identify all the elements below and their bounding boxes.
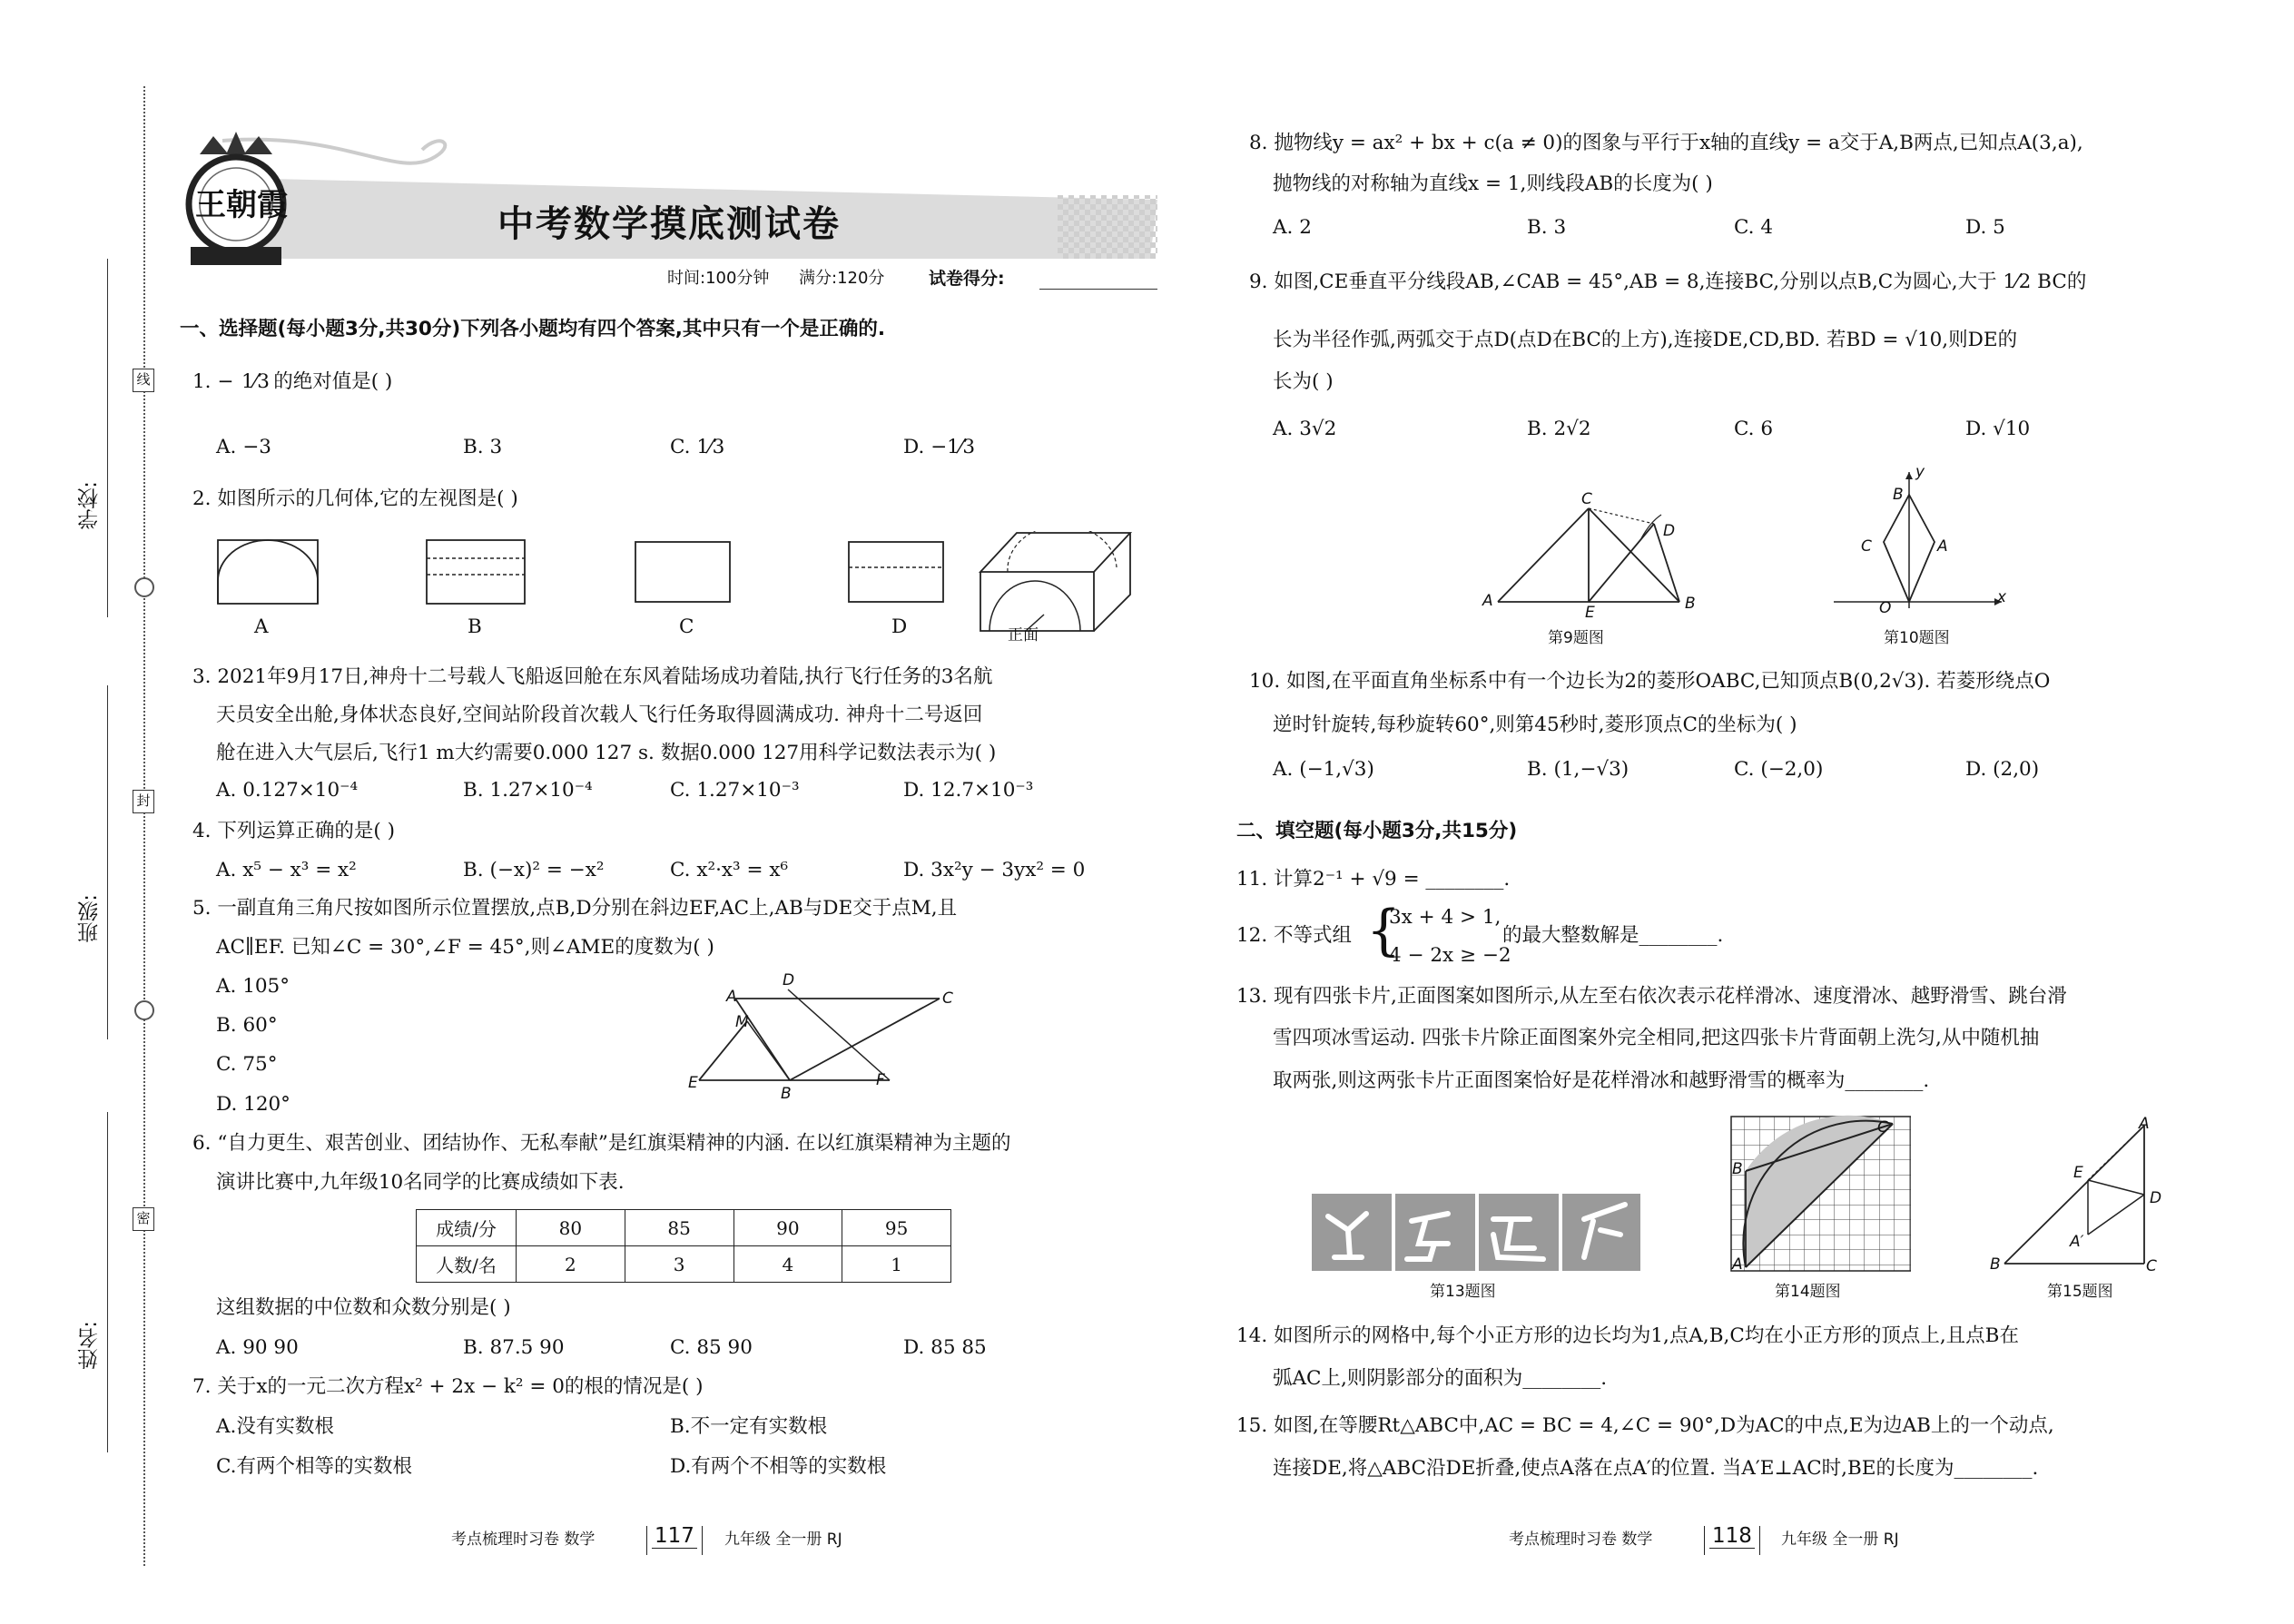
fig9-point-d: D [1663, 522, 1676, 540]
fig10-caption: 第10题图 [1884, 629, 1950, 647]
q2-front-label: 正面 [1008, 626, 1039, 645]
q12-inequality-2: 4 − 2x ≥ −2 [1389, 944, 1511, 967]
question-7: 7. 关于x的一元二次方程x² + 2x − k² = 0的根的情况是( ) [192, 1375, 704, 1398]
fig14-point-a: A [1732, 1255, 1743, 1274]
q4-option-d: D. 3x²y − 3yx² = 0 [903, 859, 1086, 881]
table-cell: 85 [625, 1210, 733, 1246]
q4-option-a: A. x⁵ − x³ = x² [216, 859, 357, 881]
q5-point-e: E [688, 1074, 698, 1092]
q9-option-c: C. 6 [1734, 418, 1774, 440]
q1-option-a: A. −3 [216, 436, 271, 458]
question-14-line-1: 14. 如图所示的网格中,每个小正方形的边长均为1,点A,B,C均在小正方形的顶点上,且点B在 [1236, 1324, 2019, 1347]
fig9-caption: 第9题图 [1548, 629, 1604, 647]
q6-option-b: B. 87.5 90 [463, 1336, 565, 1359]
question-3-line-1: 3. 2021年9月17日,神舟十二号载人飞船返回舱在东风着陆场成功着陆,执行飞行任务的3名航 [192, 665, 993, 688]
q7-option-d: D.有两个不相等的实数根 [670, 1455, 887, 1478]
footer-right-b: 九年级 全一册 RJ [1781, 1530, 1899, 1549]
fig15-point-d: D [2150, 1189, 2162, 1207]
fig10-point-b: B [1893, 486, 1904, 504]
q2-label-b: B [468, 615, 482, 638]
question-11: 11. 计算2⁻¹ + √9 = ________. [1236, 868, 1511, 891]
fig14-point-b: B [1732, 1160, 1743, 1178]
q3-option-b: B. 1.27×10⁻⁴ [463, 779, 593, 802]
fig15-point-a: A [2139, 1115, 2150, 1133]
cut-mark-icon [134, 1000, 154, 1020]
q2-label-d: D [891, 615, 908, 638]
q10-option-c: C. (−2,0) [1734, 758, 1824, 781]
meta-score-label: 试卷得分: [929, 269, 1005, 289]
binding-line [143, 86, 145, 1566]
q7-option-a: A.没有实数根 [216, 1415, 334, 1438]
q5-point-a: A [726, 988, 737, 1006]
q4-option-c: C. x²·x³ = x⁶ [670, 859, 789, 881]
q1-option-d: D. −1⁄3 [903, 436, 976, 458]
table-cell: 90 [733, 1210, 842, 1246]
name-divider [107, 685, 108, 1039]
question-6-line-1: 6. “自力更生、艰苦创业、团结协作、无私奉献”是红旗渠精神的内涵. 在以红旗渠精神为主题的 [192, 1132, 1011, 1155]
question-13-line-1: 13. 现有四张卡片,正面图案如图所示,从左至右依次表示花样滑冰、速度滑冰、越野滑雪、跳台滑 [1236, 985, 2067, 1008]
question-1: 1. − 1⁄3 的绝对值是( ) [192, 370, 393, 393]
fig10-origin-o: O [1879, 599, 1892, 617]
q10-option-d: D. (2,0) [1965, 758, 2040, 781]
question-5-line-1: 5. 一副直角三角尺按如图所示位置摆放,点B,D分别在斜边EF,AC上,AB与DE交于点M,且 [192, 897, 958, 920]
q5-option-a: A. 105° [216, 975, 290, 998]
class-label: 班级: [78, 894, 102, 943]
question-10-line-1: 10. 如图,在平面直角坐标系中有一个边长为2的菱形OABC,已知顶点B(0,2√3). 若菱形绕点O [1249, 670, 2051, 693]
question-8-line-2: 抛物线的对称轴为直线x = 1,则线段AB的长度为( ) [1273, 172, 1713, 195]
fig15-point-b: B [1990, 1255, 2001, 1274]
question-13-line-2: 雪四项冰雪运动. 四张卡片除正面图案外完全相同,把这四张卡片背面朝上洗匀,从中随机抽 [1273, 1027, 2040, 1049]
q5-point-b: B [781, 1085, 792, 1103]
table-cell: 80 [517, 1210, 625, 1246]
table-cell: 人数/名 [417, 1246, 517, 1283]
q9-option-b: B. 2√2 [1527, 418, 1591, 440]
table-cell: 1 [842, 1246, 951, 1283]
q6-score-table [416, 1209, 951, 1283]
seal-mark-feng: 封 [133, 790, 154, 813]
meta-full-score: 满分:120分 [799, 269, 885, 288]
question-5-line-2: AC∥EF. 已知∠C = 30°,∠F = 45°,则∠AME的度数为( ) [216, 936, 714, 959]
q2-label-c: C [679, 615, 694, 638]
q8-option-a: A. 2 [1273, 216, 1312, 239]
q5-option-d: D. 120° [216, 1093, 290, 1116]
fig9-point-c: C [1581, 490, 1592, 508]
footer-left-a: 考点梳理时习卷 数学 [451, 1530, 596, 1549]
q8-option-b: B. 3 [1527, 216, 1567, 239]
fig15-point-c: C [2146, 1257, 2157, 1275]
q5-point-c: C [942, 989, 953, 1008]
figure-9 [1489, 495, 1698, 608]
question-9-line-2: 长为半径作弧,两弧交于点D(点D在BC的上方),连接DE,CD,BD. 若BD = √10,则DE的 [1273, 329, 2018, 351]
page-number-right: 118 [1709, 1524, 1755, 1549]
q10-option-a: A. (−1,√3) [1273, 758, 1374, 781]
fig13-caption: 第13题图 [1430, 1283, 1496, 1301]
fig15-point-a-prime: A′ [2070, 1233, 2084, 1251]
figure-10 [1829, 468, 2011, 613]
q1-option-c: C. 1⁄3 [670, 436, 725, 458]
q5-point-f: F [876, 1071, 885, 1089]
question-8-line-1: 8. 抛物线y = ax² + bx + c(a ≠ 0)的图象与平行于x轴的直线y = a交于A,B两点,已知点A(3,a), [1249, 132, 2083, 154]
question-9-line-1: 9. 如图,CE垂直平分线段AB,∠CAB = 45°,AB = 8,连接BC,分别以点B,C为圆心,大于 1⁄2 BC的 [1249, 271, 2087, 293]
footer-left-b: 九年级 全一册 RJ [724, 1530, 842, 1549]
fig9-point-e: E [1585, 604, 1595, 622]
q3-option-c: C. 1.27×10⁻³ [670, 779, 800, 802]
section-1-heading: 一、选择题(每小题3分,共30分)下列各小题均有四个答案,其中只有一个是正确的. [180, 318, 886, 340]
page-number-left: 117 [652, 1524, 697, 1549]
fig9-point-a: A [1482, 592, 1493, 610]
q5-option-c: C. 75° [216, 1053, 278, 1076]
q3-option-a: A. 0.127×10⁻⁴ [216, 779, 359, 802]
question-2: 2. 如图所示的几何体,它的左视图是( ) [192, 487, 518, 510]
q6-option-d: D. 85 85 [903, 1336, 987, 1359]
logo-text: 王朝霞 [195, 187, 288, 223]
q7-option-b: B.不一定有实数根 [670, 1415, 828, 1438]
question-15-line-2: 连接DE,将△ABC沿DE折叠,使点A落在点A′的位置. 当A′E⊥AC时,BE的长度为________. [1273, 1457, 2039, 1480]
table-cell: 95 [842, 1210, 951, 1246]
fig10-axis-y: y [1915, 463, 1925, 481]
fig10-point-c: C [1861, 537, 1872, 556]
question-6-line-2: 演讲比赛中,九年级10名同学的比赛成绩如下表. [216, 1171, 625, 1194]
q5-point-d: D [783, 971, 795, 989]
q3-option-d: D. 12.7×10⁻³ [903, 779, 1034, 802]
question-12-prefix: 12. 不等式组 [1236, 924, 1353, 947]
q9-option-d: D. √10 [1965, 418, 2031, 440]
table-cell: 3 [625, 1246, 733, 1283]
q1-option-b: B. 3 [463, 436, 503, 458]
fig15-caption: 第15题图 [2047, 1283, 2113, 1301]
q8-option-c: C. 4 [1734, 216, 1774, 239]
table-cell: 成绩/分 [417, 1210, 517, 1246]
q2-label-a: A [254, 615, 269, 638]
q5-point-m: M [735, 1013, 749, 1031]
question-14-line-2: 弧AC上,则阴影部分的面积为________. [1273, 1367, 1608, 1390]
seal-mark-mi: 密 [133, 1207, 154, 1231]
name-divider [107, 259, 108, 617]
question-13-line-3: 取两张,则这两张卡片正面图案恰好是花样滑冰和越野滑雪的概率为________. [1273, 1069, 1930, 1092]
seal-mark-xian: 线 [133, 369, 154, 392]
name-label: 姓名: [78, 1321, 102, 1370]
question-3-line-3: 舱在进入大气层后,飞行1 m大约需要0.000 127 s. 数据0.000 127用科学记数法表示为( ) [216, 742, 997, 764]
name-divider [107, 1112, 108, 1452]
q6-option-a: A. 90 90 [216, 1336, 299, 1359]
q7-option-c: C.有两个相等的实数根 [216, 1455, 413, 1478]
q5-option-b: B. 60° [216, 1014, 278, 1037]
table-row [417, 1246, 951, 1283]
footer-right-a: 考点梳理时习卷 数学 [1509, 1530, 1653, 1549]
fig10-point-a: A [1937, 537, 1948, 556]
table-cell: 2 [517, 1246, 625, 1283]
school-label: 学校: [78, 481, 102, 530]
question-3-line-2: 天员安全出舱,身体状态良好,空间站阶段首次载人飞行任务取得圆满成功. 神舟十二号返回 [216, 704, 983, 726]
section-2-heading: 二、填空题(每小题3分,共15分) [1236, 820, 1518, 842]
figure-13-cards [1312, 1194, 1640, 1271]
fig14-point-c: C [1877, 1118, 1888, 1137]
page-title: 中考数学摸底测试卷 [497, 203, 841, 245]
question-9-line-3: 长为( ) [1273, 370, 1334, 393]
brace-icon: { [1366, 899, 1402, 962]
question-15-line-1: 15. 如图,在等腰Rt△ABC中,AC = BC = 4,∠C = 90°,D为AC的中点,E为边AB上的一个动点, [1236, 1414, 2054, 1437]
meta-time: 时间:100分钟 [667, 269, 770, 288]
table-row [417, 1210, 951, 1246]
question-12-suffix: 的最大整数解是________. [1502, 924, 1724, 947]
cut-mark-icon [134, 577, 154, 597]
table-cell: 4 [733, 1246, 842, 1283]
fig10-axis-x: x [1997, 588, 2007, 606]
fig15-point-e: E [2073, 1164, 2083, 1182]
fig9-point-b: B [1685, 595, 1696, 613]
q6-option-c: C. 85 90 [670, 1336, 753, 1359]
fig14-caption: 第14题图 [1775, 1283, 1841, 1301]
question-10-line-2: 逆时针旋转,每秒旋转60°,则第45秒时,菱形顶点C的坐标为( ) [1273, 714, 1797, 736]
q9-option-a: A. 3√2 [1273, 418, 1337, 440]
q8-option-d: D. 5 [1965, 216, 2005, 239]
q4-option-b: B. (−x)² = −x² [463, 859, 605, 881]
question-4: 4. 下列运算正确的是( ) [192, 820, 395, 842]
score-blank [1039, 289, 1157, 290]
q10-option-b: B. (1,−√3) [1527, 758, 1629, 781]
q12-inequality-1: 3x + 4 > 1, [1389, 906, 1501, 929]
question-6-line-3: 这组数据的中位数和众数分别是( ) [216, 1296, 511, 1319]
figure-14-grid [1729, 1115, 1911, 1274]
